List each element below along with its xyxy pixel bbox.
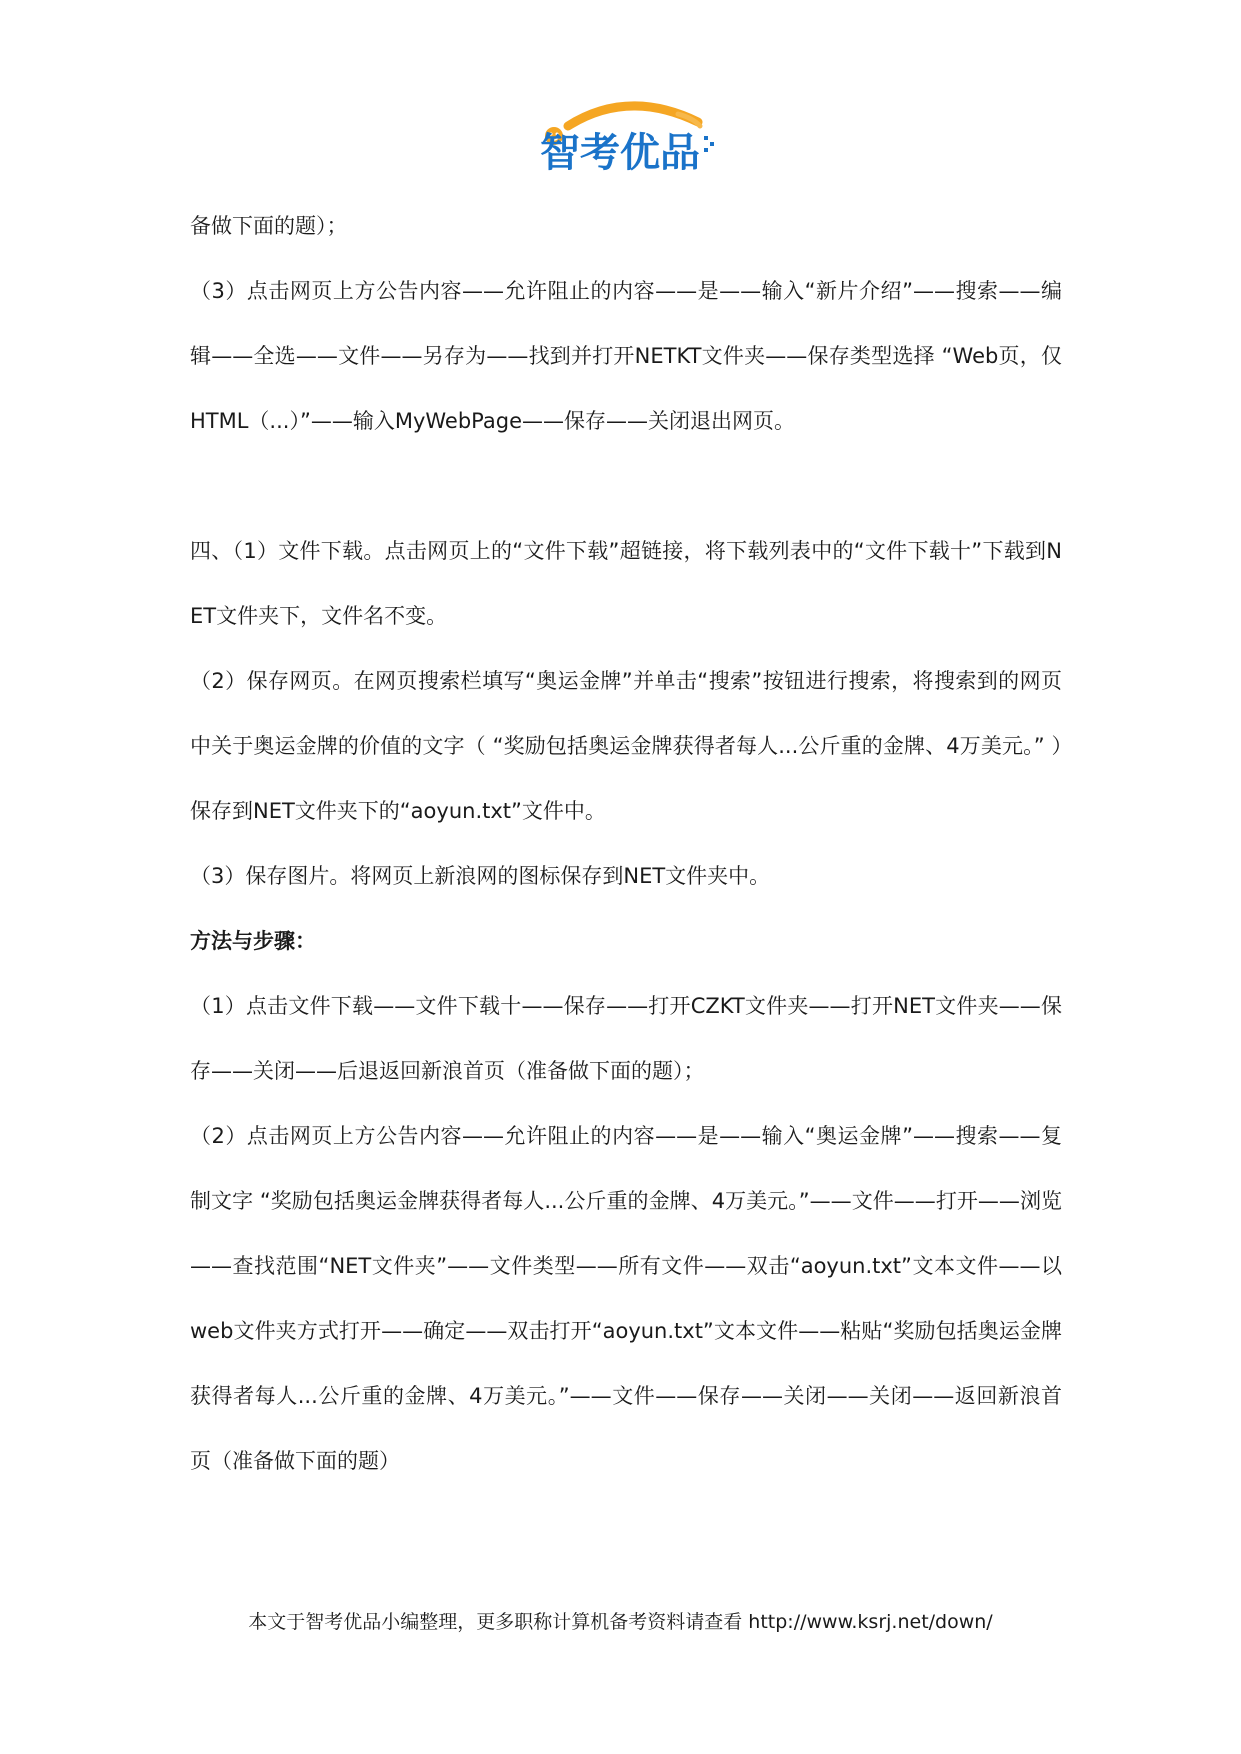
paragraph-2: （3）点击网页上方公告内容——允许阻止的内容——是——输入“新片介绍”——搜索——编辑——全选——文件——另存为——找到并打开NETKT文件夹——保存类型选择 “Web页，仅HTML（...）”——输入MyWebPage——保存——关闭退出网页。	[190, 279, 1062, 433]
spacer	[190, 454, 1062, 519]
logo-graphic	[528, 96, 728, 176]
section-heading: 方法与步骤：	[190, 929, 316, 953]
page-footer: 本文于智考优品小编整理，更多职称计算机备考资料请查看 http://www.ksrj.net/down/	[248, 1611, 993, 1633]
paragraph-3: 四、（1）文件下载。点击网页上的“文件下载”超链接，将下载列表中的“文件下载十”下载到NET文件夹下，文件名不变。	[190, 539, 1062, 628]
paragraph-5: （3）保存图片。将网页上新浪网的图标保存到NET文件夹中。	[190, 864, 771, 888]
document-body	[190, 194, 1062, 1494]
paragraph-8: （2）点击网页上方公告内容——允许阻止的内容——是——输入“奥运金牌”——搜索——复制文字 “奖励包括奥运金牌获得者每人...公斤重的金牌、4万美元。”——文件——打开——浏览——查找范围“NET文件夹”——文件类型——所有文件——双击“aoyun.txt”文本文件——以web文件夹方式打开——确定——双击打开“aoyun.txt”文本文件——粘贴“奖励包括奥运金牌获得者每人...公斤重的金牌、4万美元。”——文件——保存——关闭——关闭——返回新浪首页（准备做下面的题）	[190, 1124, 1062, 1473]
logo-text: 智考优品	[540, 130, 700, 176]
paragraph-7: （1）点击文件下载——文件下载十——保存——打开CZKT文件夹——打开NET文件夹——保存——关闭——后退返回新浪首页（准备做下面的题）；	[190, 994, 1062, 1083]
paragraph-1: 备做下面的题）；	[190, 214, 348, 238]
brand-logo	[528, 96, 728, 176]
paragraph-4: （2）保存网页。在网页搜索栏填写“奥运金牌”并单击“搜索”按钮进行搜索，将搜索到的网页中关于奥运金牌的价值的文字（ “奖励包括奥运金牌获得者每人...公斤重的金牌、4万美元。” ）保存到NET文件夹下的“aoyun.txt”文件中。	[190, 669, 1062, 823]
